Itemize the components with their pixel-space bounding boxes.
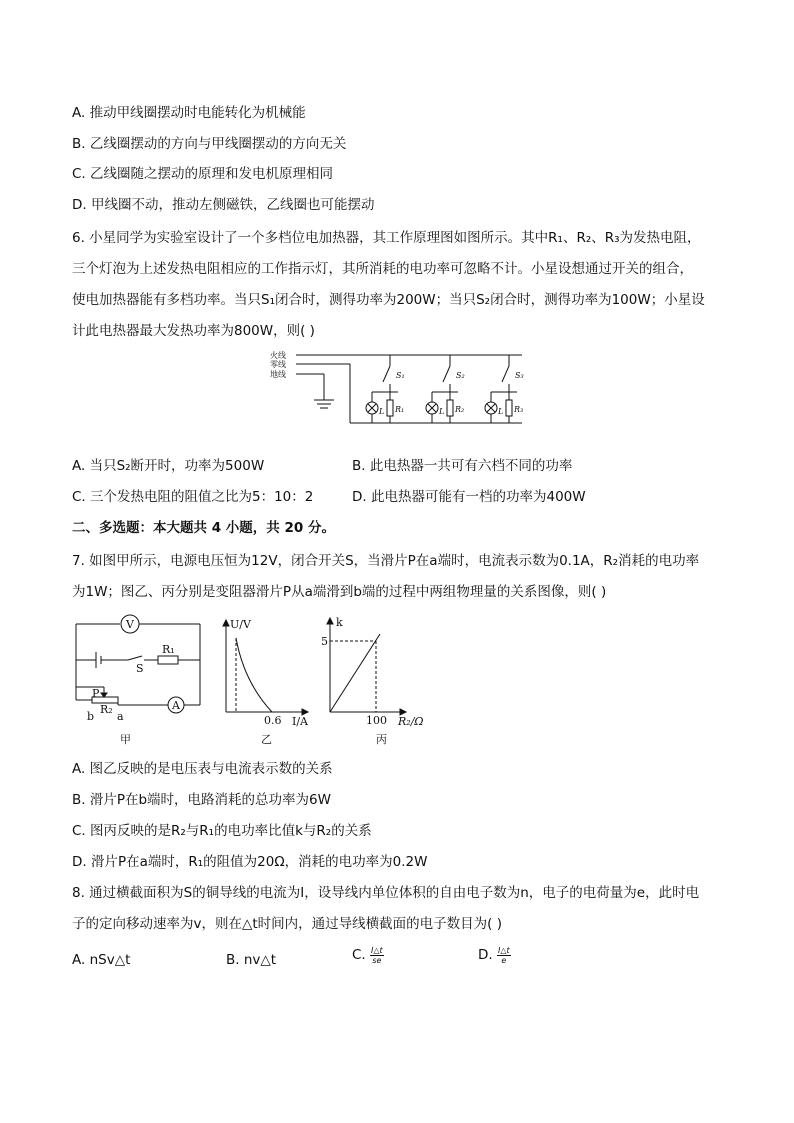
q7-figure-bing — [318, 612, 436, 747]
caption-yi: 乙 — [261, 733, 272, 746]
switch-s2: S₂ — [456, 371, 465, 380]
fraction-denominator: se — [372, 955, 382, 965]
caption-bing: 丙 — [376, 733, 387, 746]
q5-option-c: C. 乙线圈随之摆动的原理和发电机原理相同 — [72, 166, 334, 182]
section-heading: 二、多选题：本大题共 4 小题，共 20 分。 — [72, 520, 335, 536]
q6-option-b: B. 此电热器一共可有六档不同的功率 — [352, 458, 573, 474]
bing-ylabel: k — [336, 616, 343, 629]
label-neutral-wire: 零线 — [270, 360, 286, 369]
bing-xlabel: R₂/Ω — [398, 715, 424, 728]
q7-option-a: A. 图乙反映的是电压表与电流表示数的关系 — [72, 761, 333, 777]
q6-option-a: A. 当只S₂断开时，功率为500W — [72, 458, 265, 474]
q8-option-c-fraction — [370, 946, 384, 965]
q8-option-b: B. nv△t — [226, 952, 277, 968]
q5-option-d: D. 甲线圈不动，推动左侧磁铁，乙线圈也可能摆动 — [72, 197, 375, 213]
q6-option-c: C. 三个发热电阻的阻值之比为5：10：2 — [72, 489, 314, 505]
resistor-r3: R₃ — [514, 405, 524, 414]
q7-figure-yi — [218, 612, 316, 747]
q6-stem-line: 三个灯泡为上述发热电阻相应的工作指示灯，其所消耗的电功率可忽略不计。小星设想通过开关的组合， — [72, 261, 693, 277]
lamp-l2: L — [439, 407, 445, 416]
fraction-numerator: I△t — [371, 945, 383, 955]
slider-p-label: P — [92, 687, 100, 700]
q8-option-c — [352, 945, 384, 965]
q7-option-c: C. 图丙反映的是R₂与R₁的电功率比值k与R₂的关系 — [72, 823, 372, 839]
end-b-label: b — [87, 710, 95, 723]
q6-option-d: D. 此电热器可能有一档的功率为400W — [352, 489, 586, 505]
q8-option-a: A. nSv△t — [72, 952, 131, 968]
switch-label: S — [136, 662, 144, 675]
r1-label: R₁ — [162, 643, 175, 656]
fraction-numerator: I△t — [497, 945, 510, 955]
label-ground-wire: 地线 — [270, 370, 286, 379]
q7-stem-line: 7. 如图甲所示，电源电压恒为12V，闭合开关S，当滑片P在a端时，电流表示数为0.1A，R₂消耗的电功率 — [72, 553, 700, 569]
q8-option-d-fraction — [497, 946, 511, 965]
q8-option-d — [478, 945, 511, 965]
yi-xlabel: I/A — [292, 715, 308, 728]
yi-ylabel: U/V — [230, 618, 251, 631]
q7-option-b: B. 滑片P在b端时，电路消耗的总功率为6W — [72, 792, 331, 808]
q6-circuit-figure — [266, 344, 536, 428]
resistor-r2: R₂ — [455, 405, 465, 414]
end-a-label: a — [117, 710, 124, 723]
q6-stem-line: 6. 小星同学为实验室设计了一个多档位电加热器，其工作原理图如图所示。其中R₁、R₂、R₃为发热电阻， — [72, 230, 701, 246]
q6-stem-line: 使电加热器能有多档功率。当只S₁闭合时，测得功率为200W；当只S₂闭合时，测得功率为100W；小星设 — [72, 292, 705, 308]
q7-option-d: D. 滑片P在a端时，R₁的阻值为20Ω，消耗的电功率为0.2W — [72, 854, 428, 870]
q7-stem-line: 为1W；图乙、丙分别是变阻器滑片P从a端滑到b端的过程中两组物理量的关系图像，则( ) — [72, 584, 607, 600]
voltmeter-label: V — [126, 618, 134, 631]
q8-stem-line: 8. 通过横截面积为S的铜导线的电流为I，设导线内单位体积的自由电子数为n，电子的电荷量为e，此时电 — [72, 885, 700, 901]
ammeter-label: A — [172, 699, 180, 712]
caption-jia: 甲 — [120, 733, 131, 746]
q8-option-d-label: D. — [478, 947, 493, 963]
q6-stem-line: 计此电热器最大发热功率为800W，则( ) — [72, 323, 315, 339]
fraction-denominator: e — [501, 955, 507, 965]
yi-xtick: 0.6 — [264, 714, 282, 727]
bing-ytick: 5 — [321, 635, 328, 648]
lamp-l3: L — [498, 407, 504, 416]
q5-option-b: B. 乙线圈摆动的方向与甲线圈摆动的方向无关 — [72, 136, 347, 152]
q8-option-c-label: C. — [352, 947, 366, 963]
label-live-wire: 火线 — [270, 351, 286, 360]
switch-s1: S₁ — [396, 371, 405, 380]
bing-xtick: 100 — [366, 714, 387, 727]
q5-option-a: A. 推动甲线圈摆动时电能转化为机械能 — [72, 105, 306, 121]
lamp-l1: L — [379, 407, 385, 416]
r2-label: R₂ — [100, 703, 113, 716]
switch-s3: S₃ — [515, 371, 524, 380]
q8-stem-line: 子的定向移动速率为v，则在△t时间内，通过导线横截面的电子数目为( ) — [72, 916, 502, 932]
q7-figure-jia — [70, 612, 210, 747]
resistor-r1: R₁ — [395, 405, 405, 414]
